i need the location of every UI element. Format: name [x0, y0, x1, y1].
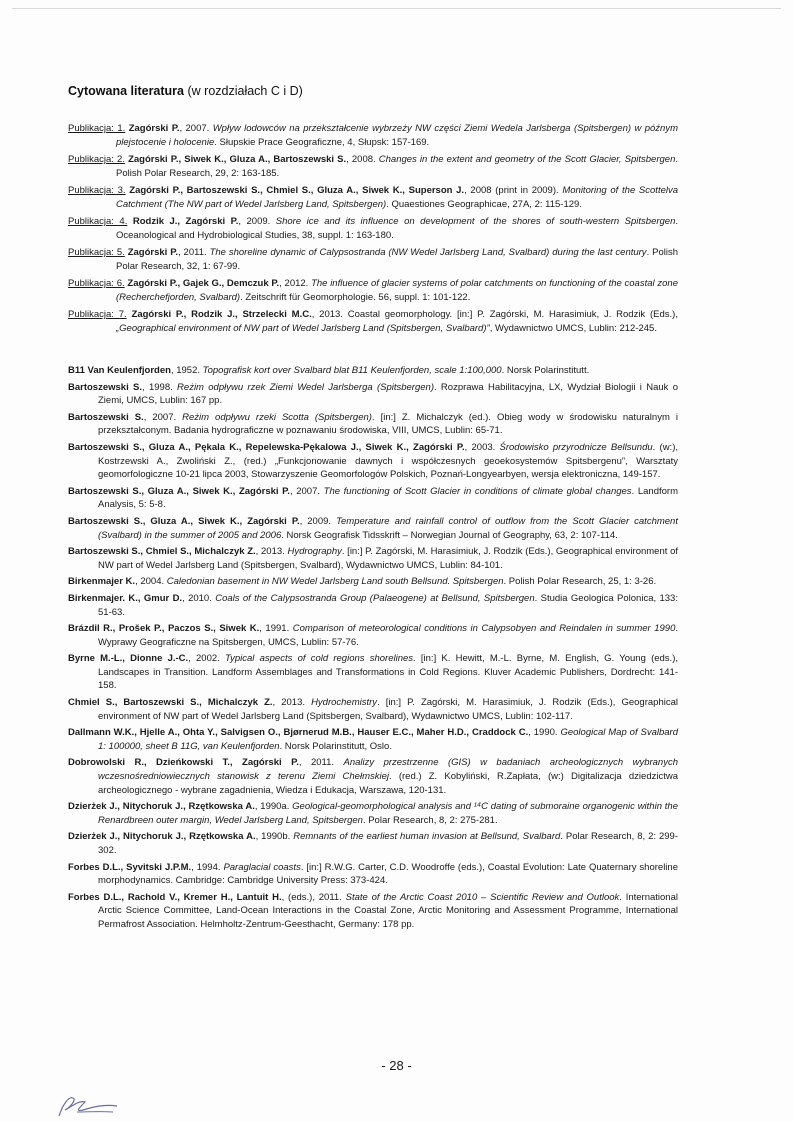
publication-year: , 2012.	[279, 278, 312, 289]
signature-mark	[55, 1090, 125, 1120]
reference-source: . Studia Geologica Polonica, 133: 51-63.	[98, 592, 678, 618]
publication-title: Changes in the extent and geometry of the Scott Glacier, Spitsbergen	[378, 154, 676, 165]
publication-source: . Oceanological and Hydrobiological Studies, 38, suppl. 1: 163-180.	[116, 216, 679, 241]
reference-year: , 2013.	[272, 697, 312, 709]
publication-authors: Zagórski P., Siwek K., Gluza A., Bartoszewski S.	[128, 154, 347, 165]
reference-title: Caledonian basement in NW Wedel Jarlsberg Land south Bellsund. Spitsbergen	[166, 576, 504, 588]
publication-label: Publikacja: 3.	[68, 185, 126, 196]
reference-year: , 1990b.	[255, 831, 294, 843]
publication-entry	[68, 308, 678, 336]
reference-year: , 2007.	[289, 485, 324, 497]
publication-label: Publikacja: 2.	[68, 154, 125, 165]
reference-title: Środowisko przyrodnicze Bellsundu	[499, 441, 653, 453]
reference-entry	[68, 696, 678, 723]
reference-authors: Bartoszewski S., Gluza A., Siwek K., Zagórski P.	[68, 515, 300, 527]
reference-authors: Forbes D.L., Syvitski J.P.M.	[68, 861, 192, 873]
page-number: - 28 -	[381, 1058, 412, 1073]
reference-year: , 2009.	[299, 515, 337, 527]
publication-year: , 2008 (print in 2009).	[464, 185, 563, 196]
publication-authors: Zagórski P.	[127, 247, 178, 258]
reference-authors: B11 Van Keulenfjorden	[68, 365, 171, 376]
reference-entry	[68, 726, 678, 753]
reference-entry	[68, 861, 678, 888]
reference-year: , 2003.	[464, 441, 500, 453]
heading-rest: (w rozdziałach C i D)	[184, 84, 303, 98]
publication-entry	[68, 215, 678, 243]
reference-entry	[68, 575, 678, 589]
publication-title: Monitoring of the Scottelva Catchment (The NW part of Wedel Jarlsberg Land, Spitsbergen)	[116, 185, 679, 210]
reference-title: The functioning of Scott Glacier in conditions of climate global changes	[323, 485, 632, 497]
reference-title: Typical aspects of cold regions shorelines	[225, 653, 414, 665]
publication-list	[68, 122, 678, 336]
publication-entry	[68, 122, 678, 150]
publication-year: , 2011.	[178, 247, 210, 258]
reference-authors: Dzierżek J., Nitychoruk J., Rzętkowska A.	[68, 831, 256, 843]
reference-entry	[68, 441, 678, 482]
publication-title: „Geographical environment of NW part of Wedel Jarlsberg Land (Spitsbergen, Svalbard)”	[116, 323, 490, 334]
reference-entry	[68, 652, 678, 693]
reference-source: . [in:] Z. Michalczyk (ed.). Obieg wody w środowisku naturalnym i przekształconym. Badania hydrograficzne w poznawaniu środowiska, VIII, UMCS, Lublin: 65-71.	[98, 411, 678, 437]
publication-source: . Polish Polar Research, 32, 1: 67-99.	[116, 247, 678, 272]
heading-bold: Cytowana literatura	[68, 84, 185, 98]
reference-entry	[68, 364, 678, 378]
reference-entry	[68, 381, 678, 408]
reference-authors: Bartoszewski S., Gluza A., Siwek K., Zagórski P.	[68, 485, 290, 497]
reference-year: , 1952.	[170, 365, 203, 376]
reference-authors: Brázdil R., Prošek P., Paczos S., Siwek K.	[68, 623, 260, 635]
reference-year: , 2002.	[188, 653, 226, 665]
reference-authors: Birkenmajer. K., Gmur D.	[68, 592, 183, 604]
reference-authors: Byrne M.-L., Dionne J.-C.	[68, 653, 189, 665]
publication-label: Publikacja: 1.	[68, 123, 126, 134]
reference-title: Coals of the Calypsostranda Group (Palaeogene) at Bellsund, Spitsbergen	[215, 592, 535, 604]
reference-source: . Landform Analysis, 5: 5-8.	[98, 485, 678, 511]
reference-year: , (eds.), 2011.	[281, 891, 346, 903]
reference-source: . Polar Research, 8, 2: 275-281.	[362, 814, 498, 826]
reference-year: , 2013.	[255, 546, 288, 558]
reference-authors: Bartoszewski S., Chmiel S., Michalczyk Z.	[68, 546, 256, 558]
publication-source: . Quaestiones Geographicae, 27A, 2: 115-129.	[386, 199, 582, 210]
reference-title: Temperature and rainfall control of outflow from the Scott Glacier catchment (Svalbard) in the summer of 2005 and 2006	[98, 515, 678, 541]
top-rule	[12, 8, 781, 9]
reference-list	[68, 364, 678, 932]
reference-title: Hydrochemistry	[311, 697, 378, 709]
reference-source: . [in:] R.W.G. Carter, C.D. Woodroffe (eds.), Coastal Evolution: Late Quaternary shoreline morphodynamics. Cambridge: Cambridge University Press: 373-424.	[98, 861, 678, 887]
publication-entry	[68, 184, 678, 212]
reference-title: Comparison of meteorological conditions in Calypsobyen and Reindalen in summer 1990	[292, 623, 676, 635]
reference-title: Remnants of the earliest human invasion at Bellsund, Svalbard	[293, 831, 561, 843]
reference-source: . Wyprawy Geograficzne na Spitsbergen, UMCS, Lublin: 57-76.	[98, 623, 678, 648]
reference-authors: Birkenmajer K.	[68, 576, 136, 588]
reference-authors: Bartoszewski S.	[68, 411, 144, 423]
publication-entry	[68, 246, 678, 274]
publication-label: Publikacja: 4.	[68, 216, 128, 227]
publication-source: , Wydawnictwo UMCS, Lublin: 212-245.	[489, 323, 657, 334]
reference-title: Paraglacial coasts	[223, 861, 301, 873]
reference-source: . Norsk Polarinstitutt, Oslo.	[279, 740, 392, 752]
publication-title: Shore ice and its influence on development of the shores of south-western Spitsbergen	[275, 216, 676, 227]
publication-year: , 2008.	[346, 154, 379, 165]
publication-label: Publikacja: 7.	[68, 309, 127, 320]
reference-source: . (red.) Z. Kobyliński, R.Zapłata, (w:) Digitalizacja dziedzictwa archeologicznego - wybrane zagadnienia, Wiedza i Edukacja, Warszawa, 120-131.	[98, 771, 678, 796]
publication-authors: Zagórski P.	[128, 123, 180, 134]
publication-authors: Zagórski P., Rodzik J., Strzelecki M.C.	[131, 309, 312, 320]
reference-year: , 2010.	[182, 592, 216, 604]
publication-year: , 2007.	[179, 123, 213, 134]
publication-title: The shoreline dynamic of Calypsostranda (NW Wedel Jarlsberg Land, Svalbard) during the last century	[209, 247, 647, 258]
reference-source: . Rozprawa Habilitacyjna, LX, Wydział Biologii i Nauk o Ziemi, UMCS, Lublin: 167 pp.	[98, 381, 678, 407]
reference-entry	[68, 830, 678, 857]
publication-authors: Zagórski P., Bartoszewski S., Chmiel S., Gluza A., Siwek K., Superson J.	[129, 185, 465, 196]
reference-entry	[68, 756, 678, 797]
reference-entry	[68, 800, 678, 827]
reference-source: . Polish Polar Research, 25, 1: 3-26.	[503, 576, 657, 588]
reference-authors: Forbes D.L., Rachold V., Kremer H., Lantuit H.	[68, 891, 282, 903]
reference-source: . International Arctic Science Committee, Land-Ocean Interactions in the Coastal Zone, Arctic Monitoring and Assessment Programme, International Permafrost Association. Helmholtz-Zentrum-Geesthacht, Germany: 178 pp.	[98, 891, 678, 930]
reference-title: State of the Arctic Coast 2010 – Scientific Review and Outlook	[345, 891, 620, 903]
reference-entry	[68, 622, 678, 649]
reference-source: . Norsk Geografisk Tidsskrift – Norwegian Journal of Geography, 63, 2: 107-114.	[281, 529, 618, 541]
reference-authors: Dallmann W.K., Hjelle A., Ohta Y., Salvigsen O., Bjørnerud M.B., Hauser E.C., Maher H.D., Craddock C.	[68, 727, 529, 739]
reference-authors: Dobrowolski R., Dzieńkowski T., Zagórski P.	[68, 757, 299, 769]
reference-title: Geological-geomorphological analysis and ¹⁴C dating of submoraine organogenic within the Renardbreen outer margin, Wedel Jarlsberg Land, Spitsbergen	[98, 801, 678, 826]
publication-label: Publikacja: 6.	[68, 278, 125, 289]
publication-source: . Zeitschrift für Geomorphologie. 56, suppl. 1: 101-122.	[240, 292, 471, 303]
publication-source: . Słupskie Prace Geograficzne, 4, Słupsk: 157-169.	[214, 137, 430, 148]
publication-entry	[68, 277, 678, 305]
reference-year: , 1990a.	[254, 801, 293, 813]
reference-title: Analizy przestrzenne (GIS) w badaniach archeologicznych wybranych wczesnośredniowiecznych stanowisk z terenu Ziemi Chełmskiej	[98, 757, 678, 783]
publication-title: Wpływ lodowców na przekształcenie wybrzeży NW części Ziemi Wedela Jarlsberga (Spitsbergen) w późnym plejstocenie i holocenie	[116, 123, 678, 148]
reference-source: . Polar Research, 8, 2: 299-302.	[98, 831, 678, 856]
reference-authors: Dzierżek J., Nitychoruk J., Rzętkowska A.	[68, 801, 255, 813]
reference-year: , 1990.	[528, 727, 561, 739]
reference-title: Topografisk kort over Svalbard blat B11 Keulenfjorden, scale 1:100,000	[202, 365, 502, 376]
reference-authors: Bartoszewski S.	[68, 381, 143, 393]
reference-year: , 1998.	[142, 381, 178, 393]
reference-year: , 1991.	[259, 623, 293, 635]
page-content	[68, 84, 678, 935]
reference-authors: Chmiel S., Bartoszewski S., Michalczyk Z.	[68, 697, 273, 709]
reference-source: . [in:] P. Zagórski, M. Harasimiuk, J. Rodzik (Eds.), Geographical environment of NW part of Wedel Jarlsberg Land (Spitsbergen, Svalbard), Wydawnictwo UMCS, Lublin: 102-117.	[98, 697, 678, 722]
publication-entry	[68, 153, 678, 181]
publication-authors: Zagórski P., Gajek G., Demczuk P.	[127, 278, 280, 289]
reference-entry	[68, 411, 678, 438]
reference-entry	[68, 545, 678, 572]
reference-entry	[68, 891, 678, 932]
reference-title: Reżim odpływu rzeki Scotta (Spitsbergen)	[182, 411, 372, 423]
reference-source: . (w:), Kostrzewski A., Zwoliński Z., (red.) „Funkcjonowanie dawnych i współczesnych geoekosystemów Spitsbergenu”, Warsztaty geomorfologiczne 10-21 lipca 2003, Stowarzyszenie Geomorfologów Polskich, Poznań-Longyearbyen, wersja elektroniczna, 149-157.	[98, 441, 678, 481]
reference-authors: Bartoszewski S., Gluza A., Pękala K., Repelewska-Pękalowa J., Siwek K., Zagórski P.	[68, 441, 465, 453]
reference-year: , 2007.	[143, 411, 183, 423]
reference-year: , 2011.	[298, 757, 344, 769]
publication-label: Publikacja: 5.	[68, 247, 125, 258]
reference-year: , 1994.	[191, 861, 224, 873]
publication-authors: Rodzik J., Zagórski P.	[132, 216, 239, 227]
reference-year: , 2004.	[135, 576, 167, 588]
publication-year: , 2013. Coastal geomorphology. [in:] P. Zagórski, M. Harasimiuk, J. Rodzik (Eds.),	[311, 309, 678, 320]
section-heading	[68, 84, 678, 98]
reference-source: . [in:] P. Zagórski, M. Harasimiuk, J. Rodzik (Eds.), Geographical environment of NW part of Wedel Jarlsberg Land (Spitsbergen, Svalbard), Wydawnictwo UMCS, Lublin: 84-101.	[98, 546, 678, 571]
reference-entry	[68, 485, 678, 512]
reference-source: . Norsk Polarinstitutt.	[501, 365, 590, 376]
reference-source: . [in:] K. Hewitt, M.-L. Byrne, M. English, G. Young (eds.), Landscapes in Transition. Landform Assemblages and Transformations in Cold Regions. Kluver Academic Publishers, Dordrecht: 141-158.	[98, 653, 678, 692]
reference-title: Reżim odpływu rzek Ziemi Wedel Jarlsberga (Spitsbergen)	[177, 381, 434, 393]
publication-title: The influence of glacier systems of polar catchments on functioning of the coastal zone (Recherchefjorden, Svalbard)	[116, 278, 678, 303]
publication-source: . Polish Polar Research, 29, 2: 163-185.	[116, 154, 678, 179]
reference-title: Geological Map of Svalbard 1: 100000, sheet B 11G, van Keulenfjorden	[98, 727, 678, 752]
publication-year: , 2009.	[238, 216, 276, 227]
reference-title: Hydrography	[287, 546, 342, 558]
reference-entry	[68, 592, 678, 619]
reference-entry	[68, 515, 678, 542]
